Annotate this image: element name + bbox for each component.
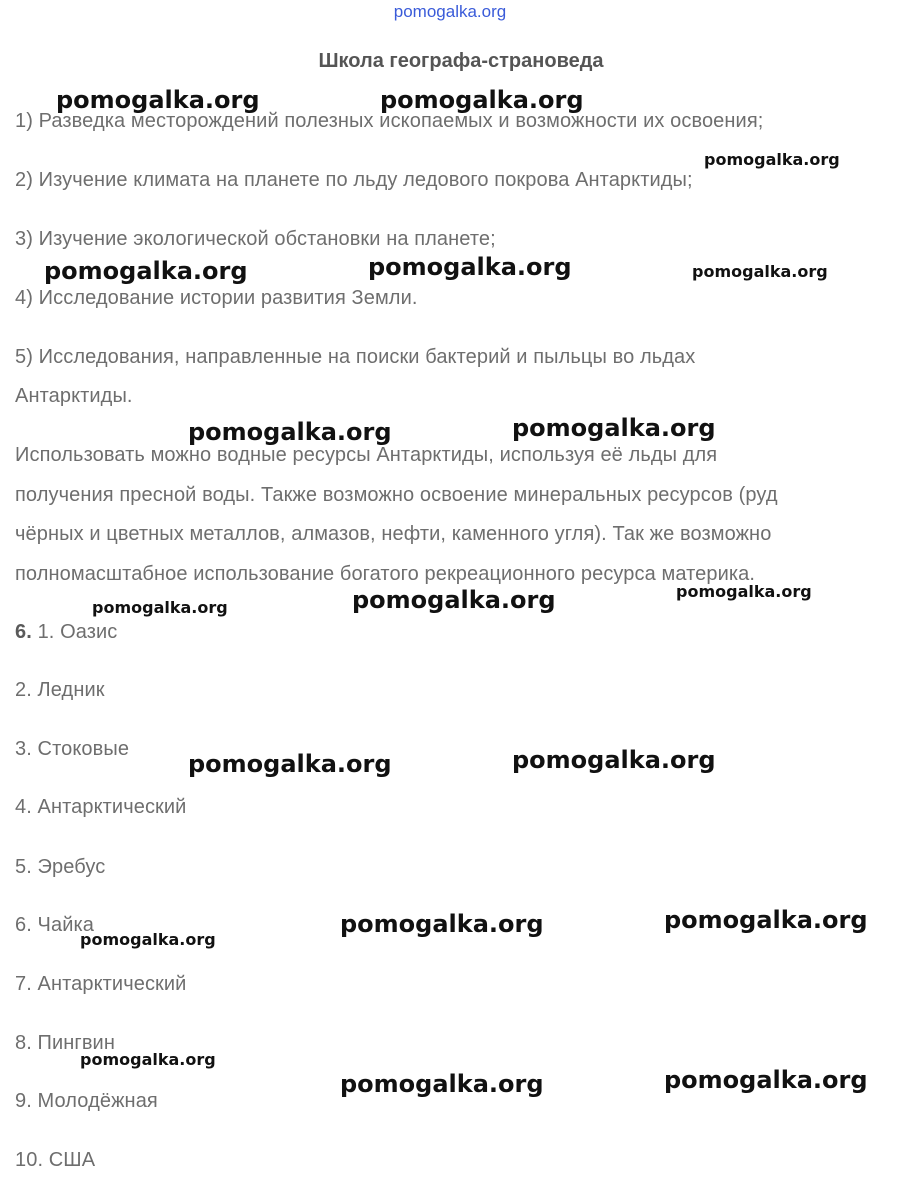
watermark: pomogalka.org bbox=[512, 746, 716, 774]
list-item: 2) Изучение климата на планете по льду ледового покрова Антарктиды; bbox=[15, 169, 693, 191]
task6-item: 10. США bbox=[15, 1149, 96, 1171]
list-item: 3) Изучение экологической обстановки на планете; bbox=[15, 228, 496, 250]
watermark: pomogalka.org bbox=[368, 253, 572, 281]
watermark: pomogalka.org bbox=[92, 598, 228, 617]
watermark: pomogalka.org bbox=[188, 418, 392, 446]
watermark: pomogalka.org bbox=[340, 1070, 544, 1098]
task6-item: 4. Антарктический bbox=[15, 796, 187, 818]
watermark: pomogalka.org bbox=[56, 86, 260, 114]
paragraph-line: получения пресной воды. Также возможно освоение минеральных ресурсов (руд bbox=[15, 484, 778, 506]
task6-item: 7. Антарктический bbox=[15, 973, 187, 995]
list-item-continuation: Антарктиды. bbox=[15, 385, 133, 407]
task6-item: 6. Чайка bbox=[15, 914, 94, 936]
task6-item: 8. Пингвин bbox=[15, 1032, 115, 1054]
watermark: pomogalka.org bbox=[188, 750, 392, 778]
watermark: pomogalka.org bbox=[340, 910, 544, 938]
watermark: pomogalka.org bbox=[512, 414, 716, 442]
header-site-link[interactable]: pomogalka.org bbox=[393, 2, 507, 21]
list-item: 5) Исследования, направленные на поиски бактерий и пыльцы во льдах bbox=[15, 346, 696, 368]
task6-item: 1. Оазис bbox=[37, 621, 118, 643]
watermark: pomogalka.org bbox=[80, 930, 216, 949]
task6-item: 3. Стоковые bbox=[15, 738, 130, 760]
list-item: 1) Разведка месторождений полезных ископаемых и возможности их освоения; bbox=[15, 110, 764, 132]
page-title: Школа географа-страноведа bbox=[318, 50, 604, 72]
watermark: pomogalka.org bbox=[80, 1050, 216, 1069]
list-item: 4) Исследование истории развития Земли. bbox=[15, 287, 418, 309]
paragraph-line: Использовать можно водные ресурсы Антарктиды, используя её льды для bbox=[15, 444, 718, 466]
task6-item: 2. Ледник bbox=[15, 679, 105, 701]
watermark: pomogalka.org bbox=[692, 262, 828, 281]
watermark: pomogalka.org bbox=[352, 586, 556, 614]
watermark: pomogalka.org bbox=[380, 86, 584, 114]
task6-item: 5. Эребус bbox=[15, 856, 106, 878]
paragraph-line: полномасштабное использование богатого рекреационного ресурса материка. bbox=[15, 563, 756, 585]
watermark: pomogalka.org bbox=[704, 150, 840, 169]
watermark: pomogalka.org bbox=[44, 257, 248, 285]
task-number: 6. bbox=[15, 621, 32, 643]
task6-first-item bbox=[15, 621, 117, 644]
watermark: pomogalka.org bbox=[664, 906, 868, 934]
watermark: pomogalka.org bbox=[664, 1066, 868, 1094]
watermark: pomogalka.org bbox=[676, 582, 812, 601]
task6-item: 9. Молодёжная bbox=[15, 1090, 158, 1112]
paragraph-line: чёрных и цветных металлов, алмазов, нефти, каменного угля). Так же возможно bbox=[15, 523, 772, 545]
